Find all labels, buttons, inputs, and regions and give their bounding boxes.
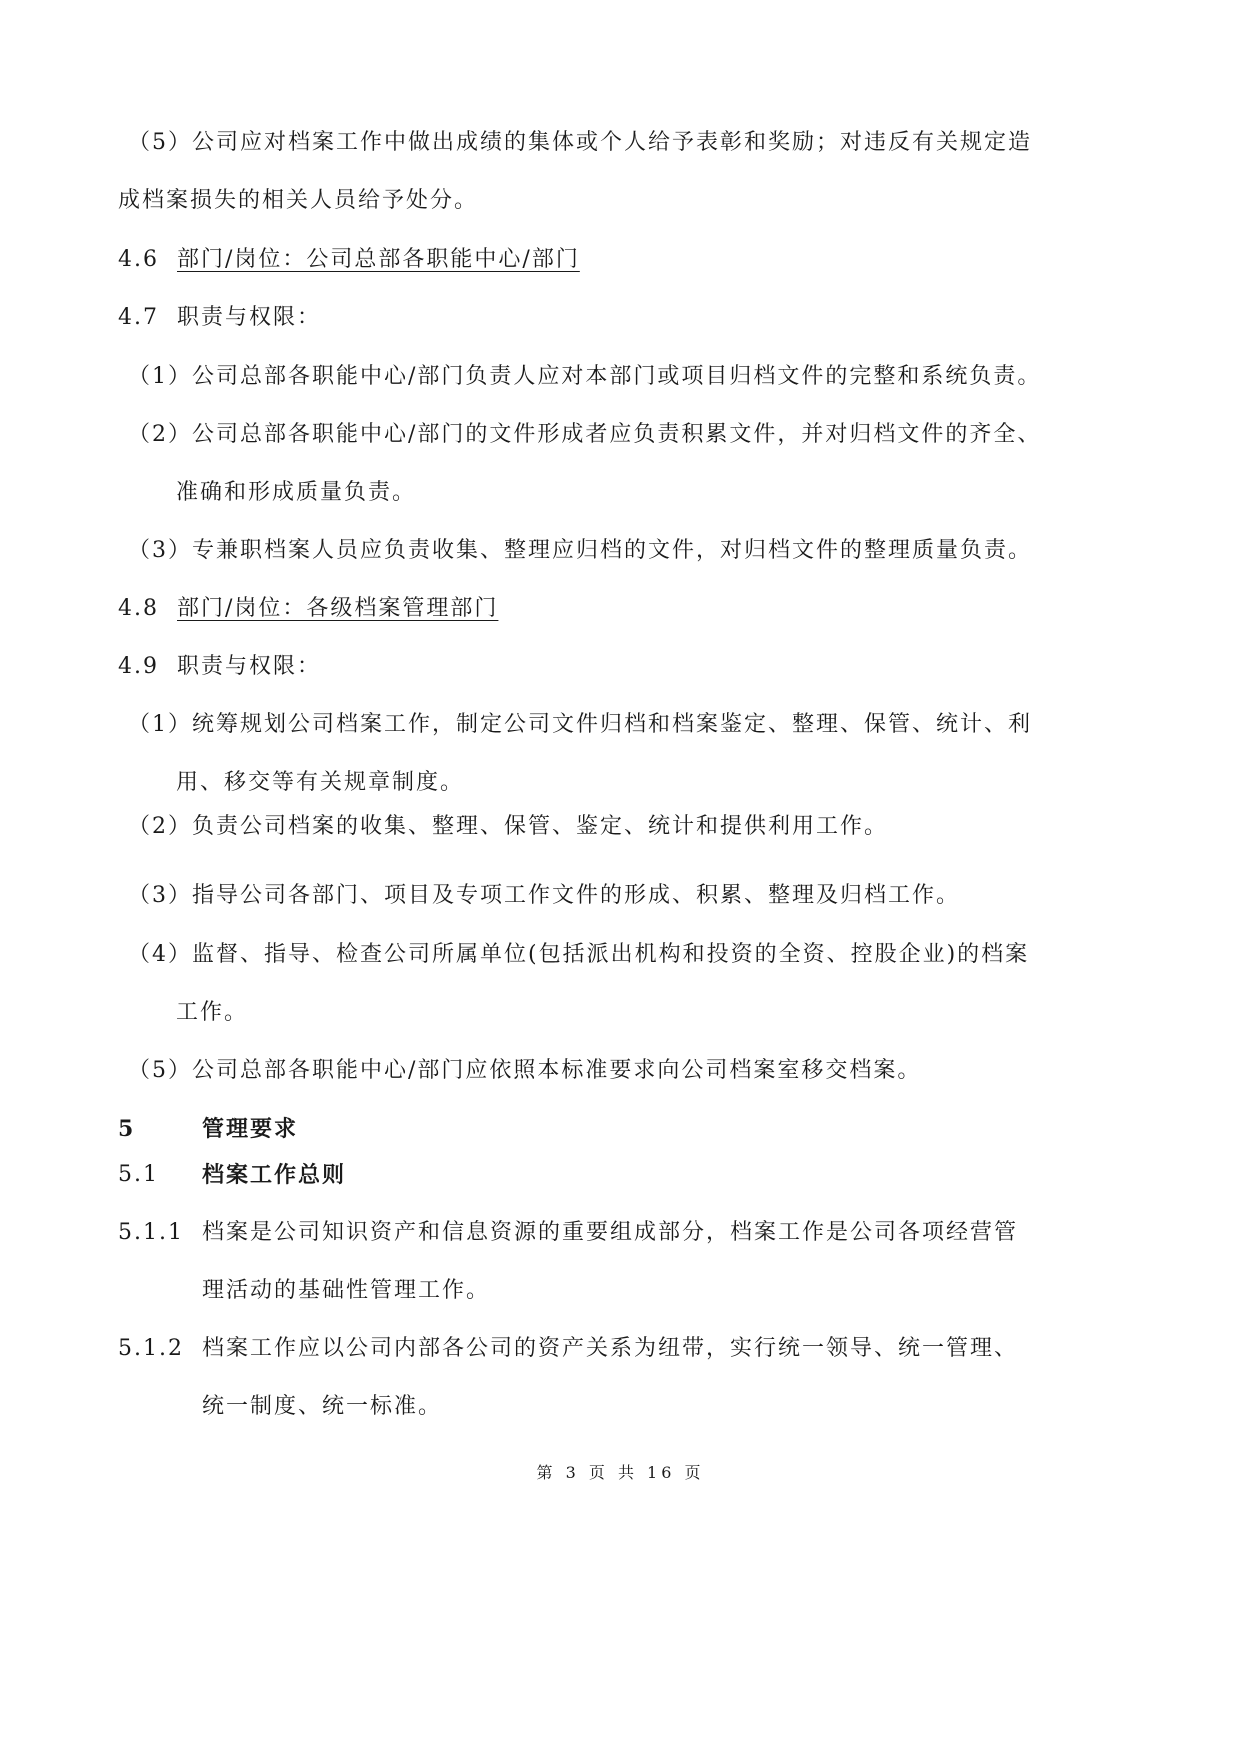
clause-5-1-2-number: 5.1.2 [118, 1336, 184, 1361]
para-4-5-item5-line2: 成档案损失的相关人员给予处分。 [118, 188, 479, 213]
clause-5-1-1-number: 5.1.1 [118, 1220, 184, 1245]
clause-5-1-1-line2: 理活动的基础性管理工作。 [202, 1278, 491, 1303]
section-4-9-item4-line2: 工作。 [176, 1000, 249, 1025]
section-5-number: 5 [118, 1116, 136, 1142]
section-title: 职责与权限： [177, 654, 322, 679]
section-title: 部门/岗位：公司总部各职能中心/部门 [177, 247, 580, 272]
section-4-9-item5: （5）公司总部各职能中心/部门应依照本标准要求向公司档案室移交档案。 [128, 1058, 922, 1083]
section-4-6-heading [118, 245, 580, 275]
clause-5-1-2-line1: 档案工作应以公司内部各公司的资产关系为纽带，实行统一领导、统一管理、 [202, 1336, 1019, 1361]
clause-5-1-2-line2: 统一制度、统一标准。 [202, 1394, 443, 1419]
section-title: 部门/岗位：各级档案管理部门 [177, 596, 499, 621]
section-title: 职责与权限： [177, 305, 322, 330]
section-4-9-heading [118, 652, 321, 682]
section-5-title: 管理要求 [202, 1116, 299, 1142]
para-4-5-item5-line1: （5）公司应对档案工作中做出成绩的集体或个人给予表彰和奖励；对违反有关规定造 [128, 130, 1032, 155]
section-number: 4.8 [118, 596, 159, 621]
section-4-9-item3: （3）指导公司各部门、项目及专项工作文件的形成、积累、整理及归档工作。 [128, 883, 960, 908]
section-4-9-item1-line2: 用、移交等有关规章制度。 [176, 770, 465, 795]
section-4-8-heading [118, 594, 498, 624]
section-number: 4.6 [118, 247, 159, 272]
section-4-7-item1: （1）公司总部各职能中心/部门负责人应对本部门或项目归档文件的完整和系统负责。 [128, 364, 1042, 389]
page-footer: 第 3 页 共 16 页 [536, 1463, 705, 1482]
section-4-9-item2: （2）负责公司档案的收集、整理、保管、鉴定、统计和提供利用工作。 [128, 814, 888, 839]
section-number: 4.7 [118, 305, 159, 330]
section-4-9-item4-line1: （4）监督、指导、检查公司所属单位(包括派出机构和投资的全资、控股企业)的档案 [128, 942, 1030, 967]
clause-5-1-1-line1: 档案是公司知识资产和信息资源的重要组成部分，档案工作是公司各项经营管 [202, 1220, 1019, 1245]
section-number: 4.9 [118, 654, 159, 679]
section-4-7-item2-line1: （2）公司总部各职能中心/部门的文件形成者应负责积累文件，并对归档文件的齐全、 [128, 422, 1042, 447]
section-4-7-heading [118, 303, 321, 333]
section-4-9-item1-line1: （1）统筹规划公司档案工作，制定公司文件归档和档案鉴定、整理、保管、统计、利 [128, 712, 1032, 737]
section-4-7-item3: （3）专兼职档案人员应负责收集、整理应归档的文件，对归档文件的整理质量负责。 [128, 538, 1032, 563]
section-5-1-title: 档案工作总则 [202, 1162, 347, 1188]
section-4-7-item2-line2: 准确和形成质量负责。 [176, 480, 417, 505]
section-5-1-number: 5.1 [118, 1162, 159, 1187]
